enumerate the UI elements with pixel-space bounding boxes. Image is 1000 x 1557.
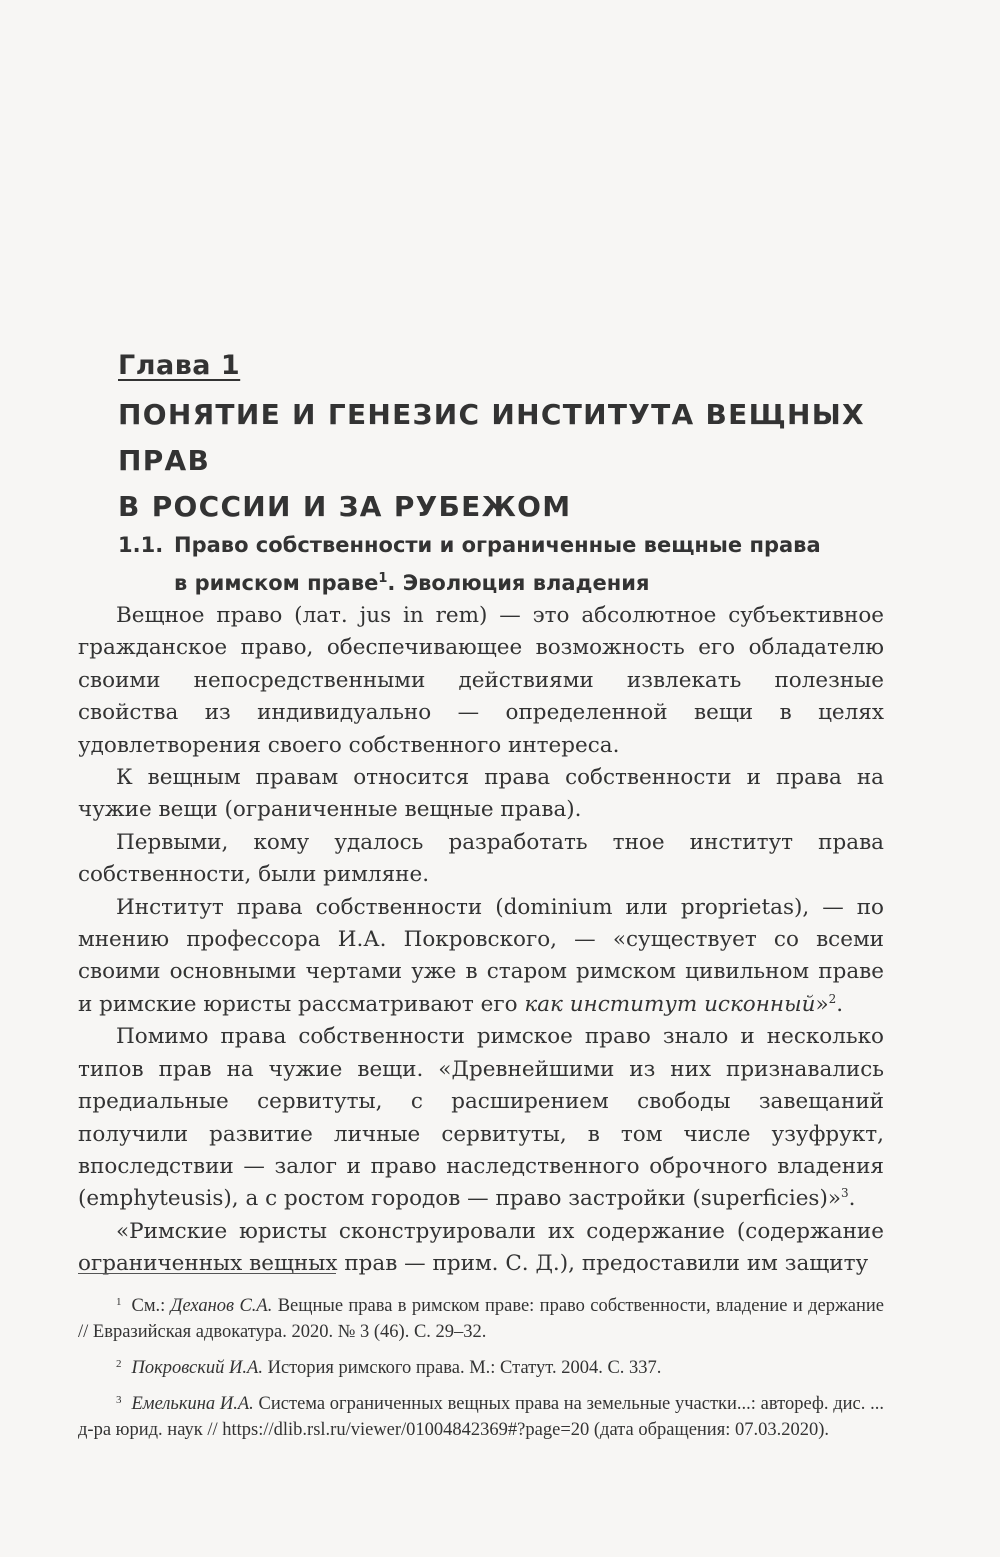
paragraph-6: «Римские юристы сконструировали их содержание (содержание ограниченных вещных прав — прим. С. Д.), предоставили им защиту [78, 1218, 884, 1277]
footnote-1-text: Вещные права в римском праве: право собственности, владение и держание // Евразийская адвокатура. 2020. № 3 (46). С. 29–32. [78, 1296, 885, 1342]
footnotes [78, 1289, 884, 1449]
paragraph-4-quote-close: » [815, 991, 829, 1017]
footnote-3-text: Система ограниченных вещных права на земельные участки...: автореф. дис. ... д-ра юрид. наук // https://dlib.rsl.ru/viewer/01004842369#?page=20 (дата обращения: 07.03.2020). [78, 1394, 884, 1440]
footnote-2-text: История римского права. М.: Статут. 2004. С. 337. [262, 1358, 662, 1378]
body-text [78, 600, 884, 1281]
footnote-1-author: Деханов С.А. [170, 1296, 273, 1316]
footnote-1 [78, 1289, 884, 1345]
paragraph-5-text: Помимо права собственности римское право знало и несколько типов прав на чужие вещи. «Древнейшими из них признавались предиальные сервитуты, с расширением свободы завещаний получили развитие личные сервитуты, в том числе узуфрукт, впоследствии — залог и право наследственного оброчного владения (emphyteusis), а с ростом городов — право застройки (superficies)» [78, 1024, 884, 1212]
footnote-2 [78, 1351, 884, 1381]
paragraph-3: Первыми, кому удалось разработать тное институт права собственности, были римляне. [78, 829, 884, 888]
chapter-title [118, 392, 918, 530]
footnote-divider [78, 1273, 336, 1274]
section-title-line-2b: . Эволюция владения [387, 571, 650, 595]
footnote-3-author: Емелькина И.А. [131, 1394, 254, 1414]
paragraph-5-end: . [848, 1186, 856, 1212]
chapter-title-line-1: ПОНЯТИЕ И ГЕНЕЗИС ИНСТИТУТА ВЕЩНЫХ ПРАВ [118, 398, 865, 477]
paragraph-4-end: . [836, 991, 844, 1017]
section-number: 1.1. [118, 533, 164, 557]
footnote-2-mark: 2 [116, 1358, 122, 1370]
footnote-ref-1[interactable]: 1 [378, 571, 388, 586]
footnote-3 [78, 1387, 884, 1443]
paragraph-4-text: Институт права собственности (dominium или proprietas), — по мнению профессора И.А. Покровского, — «существует со всеми своими основными чертами уже в старом римском цивильном праве и римские юристы рассматривают его [78, 894, 884, 1017]
footnote-1-mark: 1 [116, 1296, 122, 1308]
section-title-line-2a: в римском праве [174, 571, 379, 595]
footnote-2-author: Покровский И.А. [131, 1358, 263, 1378]
section-title [174, 528, 898, 600]
footnote-ref-3[interactable]: 3 [841, 1186, 849, 1201]
section-heading [118, 528, 898, 600]
paragraph-4 [78, 892, 884, 1022]
paragraph-4-italic: как институт исконный [524, 991, 816, 1017]
chapter-title-line-2: В РОССИИ И ЗА РУБЕЖОМ [118, 490, 572, 523]
chapter-label: Глава 1 [118, 350, 241, 381]
paragraph-5 [78, 1021, 884, 1215]
footnote-ref-2[interactable]: 2 [828, 991, 837, 1006]
footnote-3-mark: 3 [116, 1394, 122, 1406]
section-title-line-1: Право собственности и ограниченные вещные права [174, 533, 821, 557]
footnote-1-prefix: См.: [131, 1296, 171, 1316]
paragraph-2: К вещным правам относится права собственности и права на чужие вещи (ограниченные вещные права). [78, 765, 884, 823]
paragraph-1: Вещное право (лат. jus in rem) — это абсолютное субъективное гражданское право, обеспечивающее возможность его обладателю своими непосредственными действиями извлекать полезные свойства из индивидуально — определенной вещи в целях удовлетворения своего собственного интереса. [78, 603, 884, 758]
